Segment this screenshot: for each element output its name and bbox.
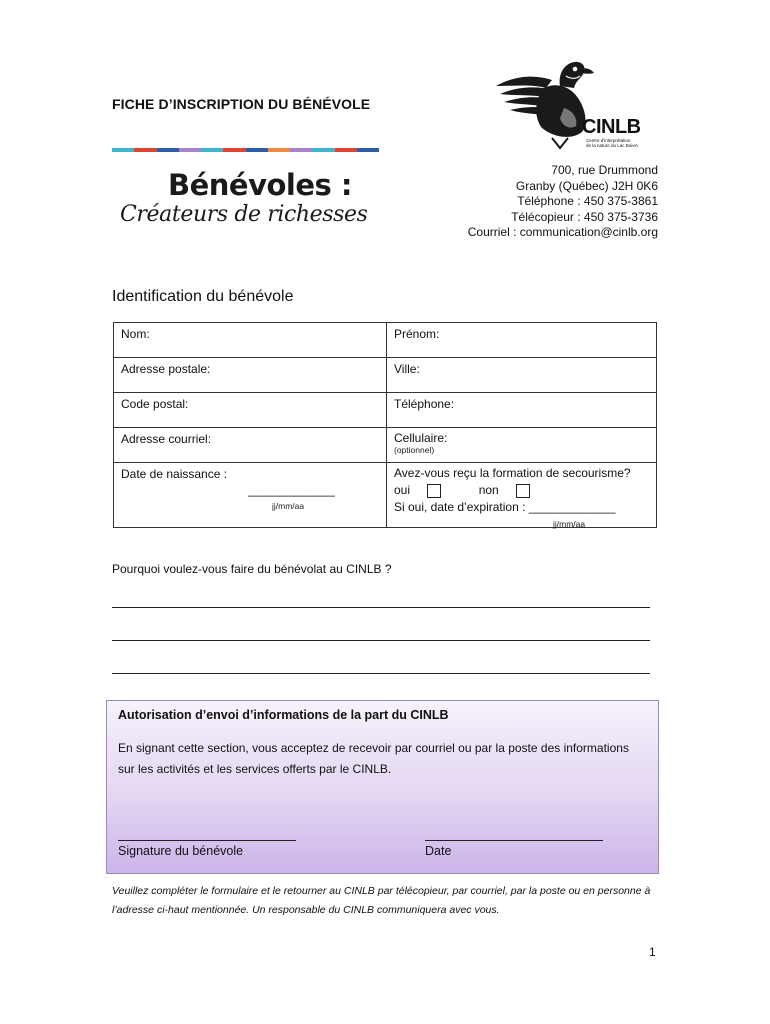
stripe-segment (246, 148, 268, 152)
field-adresse-courriel[interactable] (114, 428, 387, 463)
form-title: FICHE D’INSCRIPTION DU BÉNÉVOLE (112, 96, 371, 112)
signature-line[interactable] (118, 840, 296, 841)
logo-name: CINLB (582, 116, 641, 138)
label-adresse-courriel: Adresse courriel: (121, 432, 212, 446)
address-phone: Téléphone : 450 375-3861 (517, 194, 658, 208)
label-code-postal: Code postal: (121, 397, 189, 411)
stripe-segment (335, 148, 357, 152)
question-why: Pourquoi voulez-vous faire du bénévolat au CINLB ? (112, 562, 392, 576)
logo-subtitle (586, 138, 638, 148)
duck-icon (494, 58, 664, 154)
label-date-naissance: Date de naissance : (121, 467, 228, 481)
section-title-identification: Identification du bénévole (112, 288, 294, 305)
date-label: Date (425, 844, 452, 858)
footer-instructions: Veuillez compléter le formulaire et le retourner au CINLB par télécopieur, par courriel, par la poste ou en personne à l’adresse ci-haut mentionnée. Un responsable du CINLB communiquera avec vous. (112, 885, 651, 916)
slogan-line-1: Bénévoles : (168, 168, 352, 202)
authorization-title: Autorisation d’envoi d’informations de la part du CINLB (118, 708, 449, 722)
expiration-row (394, 499, 649, 516)
date-line[interactable] (425, 840, 603, 841)
identification-table (113, 322, 657, 528)
address-email: Courriel : communication@cinlb.org (467, 225, 658, 239)
stripe-segment (223, 148, 245, 152)
expiration-blank[interactable]: _____________ (528, 500, 616, 514)
table-row (114, 323, 657, 358)
table-row (114, 358, 657, 393)
address-street: 700, rue Drummond (551, 163, 658, 177)
address-fax: Télécopieur : 450 375-3736 (511, 209, 658, 224)
field-secourisme (387, 463, 657, 528)
checkbox-oui[interactable] (427, 484, 441, 498)
logo-subtitle-line-1: Centre d'interprétation (586, 138, 631, 143)
label-optionnel: (optionnel) (394, 445, 435, 455)
label-expiration: Si oui, date d’expiration : (394, 500, 526, 514)
field-ville[interactable] (387, 358, 657, 393)
expiration-format: jj/mm/aa (553, 519, 586, 529)
logo-subtitle-line-2: de la nature du Lac Boivin (586, 143, 639, 148)
field-cellulaire[interactable] (387, 428, 657, 463)
color-stripe (112, 148, 379, 152)
answer-line-3[interactable] (112, 673, 650, 674)
field-code-postal[interactable] (114, 393, 387, 428)
stripe-segment (157, 148, 179, 152)
address-city: Granby (Québec) J2H 0K6 (515, 178, 658, 193)
cinlb-logo (494, 58, 664, 154)
label-oui: oui (394, 483, 411, 497)
label-prenom: Prénom: (394, 327, 440, 341)
table-row (114, 428, 657, 463)
page-number: 1 (649, 945, 656, 959)
stripe-segment (268, 148, 290, 152)
date-naissance-blank: _____________ (248, 483, 335, 497)
stripe-segment (179, 148, 201, 152)
answer-line-1[interactable] (112, 607, 650, 608)
table-row (114, 393, 657, 428)
stripe-segment (312, 148, 334, 152)
label-cellulaire: Cellulaire: (394, 431, 448, 445)
table-row (114, 463, 657, 528)
answer-line-2[interactable] (112, 640, 650, 641)
field-telephone[interactable] (387, 393, 657, 428)
secourisme-options (394, 482, 649, 499)
stripe-segment (201, 148, 223, 152)
label-nom: Nom: (121, 327, 150, 341)
label-secourisme: Avez-vous reçu la formation de secourisme? (394, 466, 631, 480)
label-telephone: Téléphone: (394, 397, 455, 411)
authorization-text: En signant cette section, vous acceptez de recevoir par courriel ou par la poste des informations sur les activités et les services offerts par le CINLB. (118, 741, 629, 776)
field-adresse-postale[interactable] (114, 358, 387, 393)
stripe-segment (357, 148, 379, 152)
slogan-line-2: Créateurs de richesses (120, 202, 368, 227)
stripe-segment (134, 148, 156, 152)
stripe-segment (112, 148, 134, 152)
date-naissance-format: jj/mm/aa (272, 501, 305, 511)
checkbox-non[interactable] (516, 484, 530, 498)
label-adresse-postale: Adresse postale: (121, 362, 211, 376)
field-date-naissance[interactable] (114, 463, 387, 528)
label-non: non (478, 483, 499, 497)
address-block (468, 163, 658, 241)
signature-label: Signature du bénévole (118, 844, 244, 858)
label-ville: Ville: (394, 362, 420, 376)
stripe-segment (290, 148, 312, 152)
field-nom[interactable] (114, 323, 387, 358)
field-prenom[interactable] (387, 323, 657, 358)
